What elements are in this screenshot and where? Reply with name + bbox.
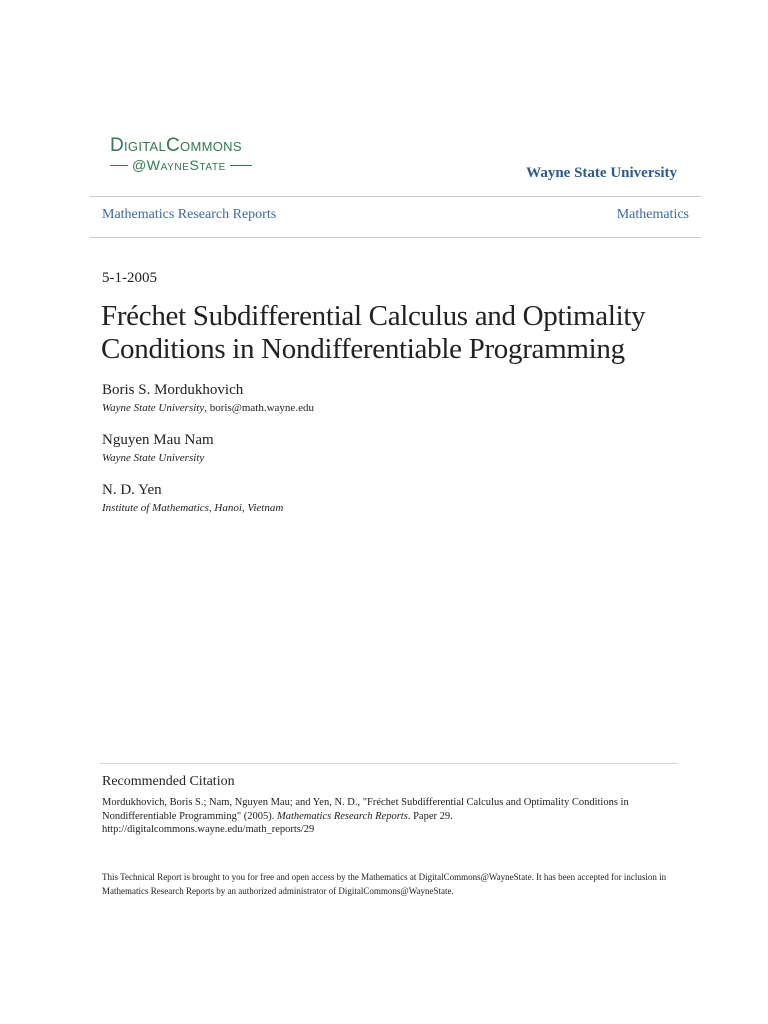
author-name[interactable]: Nguyen Mau Nam: [102, 432, 214, 448]
logo-wordmark: DigitalCommons: [110, 135, 242, 156]
author-block: [102, 381, 314, 415]
author-block: [102, 481, 283, 515]
logo-rule-left: [110, 165, 128, 166]
citation-series: Mathematics Research Reports: [276, 810, 408, 822]
citation-heading: Recommended Citation: [102, 774, 235, 789]
logo-subtitle-row: [110, 157, 252, 173]
author-affiliation: [102, 401, 314, 415]
author-block: [102, 431, 214, 465]
citation-url[interactable]: http://digitalcommons.wayne.edu/math_reports/29: [102, 824, 315, 835]
author-institution: Wayne State University: [102, 452, 205, 464]
publication-date: 5-1-2005: [102, 270, 157, 286]
author-institution: Institute of Mathematics, Hanoi, Vietnam: [102, 502, 284, 514]
logo-subtitle: @WayneState: [132, 157, 226, 173]
logo-rule-right: [230, 165, 252, 166]
digitalcommons-logo[interactable]: [110, 136, 252, 173]
access-note: This Technical Report is brought to you for free and open access by the Mathematics at DigitalCommons@WayneState. It has been accepted for inclusion in Mathematics Research Reports by an authorized administrator of DigitalCommons@WayneState.: [102, 872, 667, 896]
header-divider-bottom: [90, 237, 701, 238]
author-email[interactable]: , boris@math.wayne.edu: [204, 402, 314, 414]
author-institution: Wayne State University: [102, 402, 205, 414]
department-link[interactable]: Mathematics: [616, 207, 689, 222]
citation-text: [102, 796, 682, 837]
citation-main: Mordukhovich, Boris S.; Nam, Nguyen Mau; and Yen, N. D., "Fréchet Subdifferential Calculus and Optimality Conditions in Nondifferentiable Programming" (2005).: [102, 797, 629, 822]
author-affiliation: [102, 451, 214, 465]
header-divider-top: [90, 196, 701, 197]
author-name[interactable]: Boris S. Mordukhovich: [102, 382, 244, 398]
citation-divider: [100, 763, 678, 764]
citation-paper: . Paper 29.: [407, 810, 453, 822]
author-affiliation: [102, 501, 283, 515]
university-link[interactable]: Wayne State University: [526, 165, 677, 181]
author-name[interactable]: N. D. Yen: [102, 482, 162, 498]
paper-title: Fréchet Subdifferential Calculus and Optimality Conditions in Nondifferentiable Programming: [101, 300, 646, 365]
series-link[interactable]: Mathematics Research Reports: [102, 207, 277, 222]
